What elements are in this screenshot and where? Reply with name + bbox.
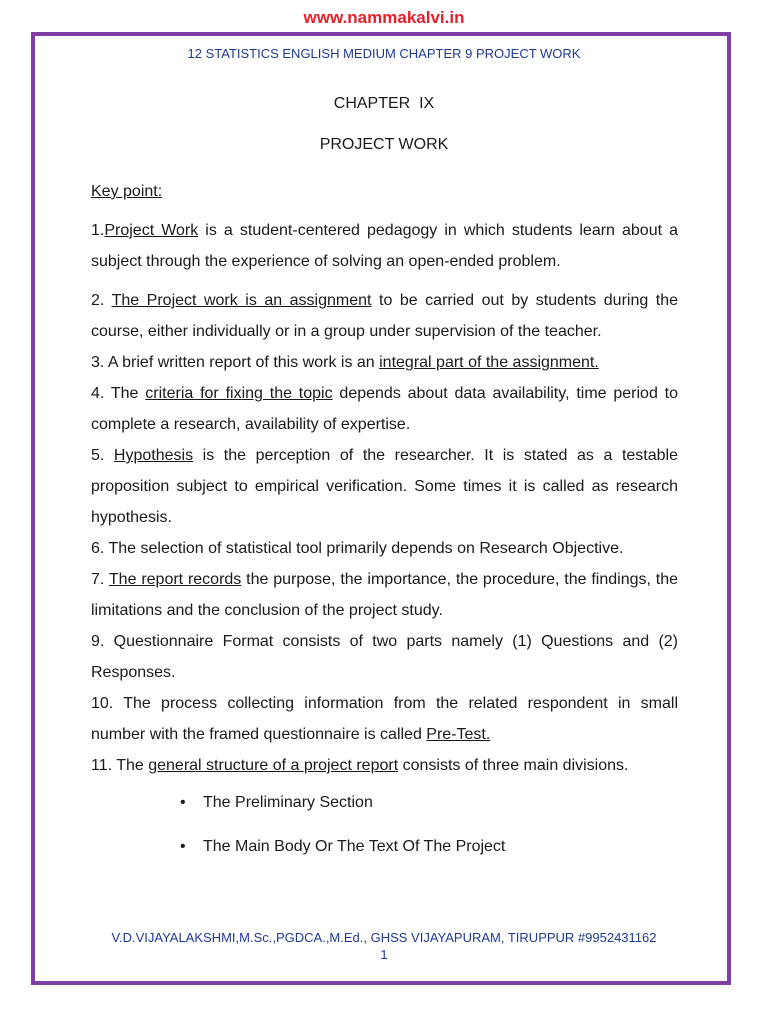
key-point-item: 5. Hypothesis is the perception of the researcher. It is stated as a testable proposition subject to empirical verification. Some times it is called as research hypothesis. (91, 447, 678, 526)
key-point-heading: Key point: (91, 183, 163, 200)
site-url: www.nammakalvi.in (303, 8, 465, 27)
footer-author-line: V.D.VIJAYALAKSHMI,M.Sc.,PGDCA.,M.Ed., GHSS VIJAYAPURAM, TIRUPPUR #9952431162 (111, 930, 657, 945)
content (91, 176, 678, 869)
page-subtitle: PROJECT WORK (319, 136, 449, 153)
list-item: • The Preliminary Section (203, 781, 678, 825)
key-point-item: 3. A brief written report of this work is an integral part of the assignment. (91, 354, 599, 371)
key-point-item: 11. The general structure of a project report consists of three main divisions. (91, 757, 629, 774)
list-item: • The Main Body Or The Text Of The Project (203, 825, 678, 869)
report-divisions-list (91, 781, 678, 869)
key-point-item: 1.Project Work is a student-centered pedagogy in which students learn about a subject through the experience of solving an open-ended problem. (91, 222, 679, 270)
key-point-item: 7. The report records the purpose, the importance, the procedure, the findings, the limitations and the conclusion of the project study. (91, 571, 679, 619)
key-point-item: 10. The process collecting information from the related respondent in small number with the framed questionnaire is called Pre-Test. (91, 695, 678, 743)
page-number: 1 (380, 947, 388, 962)
chapter-title: CHAPTER IX (333, 95, 435, 112)
key-point-item: 9. Questionnaire Format consists of two parts namely (1) Questions and (2) Responses. (91, 633, 678, 681)
key-point-item: 2. The Project work is an assignment to be carried out by students during the course, either individually or in a group under supervision of the teacher. (91, 292, 679, 340)
key-point-item: 4. The criteria for fixing the topic depends about data availability, time period to complete a research, availability of expertise. (91, 385, 679, 433)
header-line: 12 STATISTICS ENGLISH MEDIUM CHAPTER 9 PROJECT WORK (187, 46, 581, 61)
key-point-item: 6. The selection of statistical tool primarily depends on Research Objective. (91, 540, 624, 557)
